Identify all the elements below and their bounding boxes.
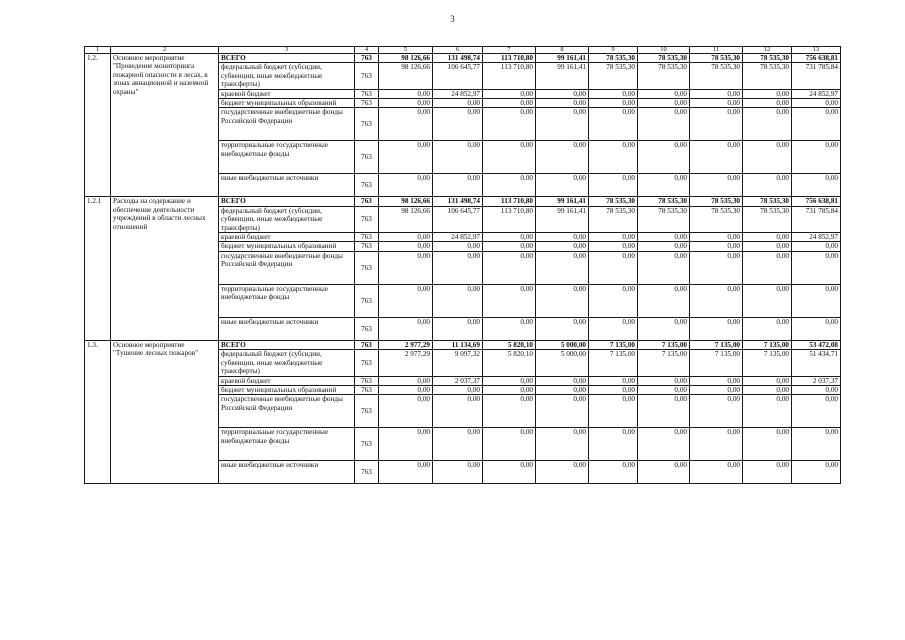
amount-cell: 0,00 xyxy=(638,461,690,484)
amount-cell: 99 161,41 xyxy=(536,54,589,63)
funding-source: иные внебюджетные источники xyxy=(219,461,355,484)
amount-cell: 99 161,41 xyxy=(536,63,589,89)
amount-cell: 0,00 xyxy=(379,317,433,340)
amount-cell: 0,00 xyxy=(589,251,638,284)
amount-cell: 0,00 xyxy=(743,284,792,317)
activity-name: Основное мероприятие "Тушение лесных пожаров" xyxy=(111,340,219,483)
amount-cell: 0,00 xyxy=(638,233,690,242)
amount-cell: 106 645,77 xyxy=(433,206,483,232)
funding-source: федеральный бюджет (субсидии, субвенции, иные межбюджетные трансферты) xyxy=(219,350,355,376)
amount-cell: 0,00 xyxy=(379,284,433,317)
amount-cell: 7 135,00 xyxy=(589,350,638,376)
amount-cell: 0,00 xyxy=(743,251,792,284)
amount-cell: 0,00 xyxy=(638,376,690,385)
activity-name: Расходы на содержание и обеспечение деятельности учреждений в области лесных отношений xyxy=(111,197,219,340)
column-number: 12 xyxy=(743,47,792,54)
amount-cell: 0,00 xyxy=(433,108,483,141)
amount-cell: 0,00 xyxy=(792,395,841,428)
column-number: 13 xyxy=(792,47,841,54)
amount-cell: 0,00 xyxy=(690,242,743,251)
page-number: 3 xyxy=(450,14,455,24)
amount-cell: 7 135,00 xyxy=(743,350,792,376)
admin-code: 763 xyxy=(355,350,379,376)
amount-cell: 0,00 xyxy=(792,141,841,174)
amount-cell: 113 710,80 xyxy=(483,63,536,89)
amount-cell: 0,00 xyxy=(379,99,433,108)
column-number-row xyxy=(85,47,841,54)
amount-cell: 0,00 xyxy=(638,385,690,394)
amount-cell: 113 710,80 xyxy=(483,197,536,206)
table-row xyxy=(85,340,841,349)
amount-cell: 0,00 xyxy=(433,385,483,394)
amount-cell: 0,00 xyxy=(792,428,841,461)
amount-cell: 5 820,10 xyxy=(483,350,536,376)
amount-cell: 0,00 xyxy=(638,395,690,428)
amount-cell: 0,00 xyxy=(589,317,638,340)
amount-cell: 0,00 xyxy=(379,233,433,242)
amount-cell: 0,00 xyxy=(589,395,638,428)
amount-cell: 0,00 xyxy=(690,141,743,174)
amount-cell: 5 000,00 xyxy=(536,340,589,349)
amount-cell: 0,00 xyxy=(379,174,433,197)
amount-cell: 0,00 xyxy=(483,108,536,141)
column-number: 10 xyxy=(638,47,690,54)
funding-source: бюджет муниципальных образований xyxy=(219,242,355,251)
amount-cell: 0,00 xyxy=(536,284,589,317)
admin-code: 763 xyxy=(355,108,379,141)
admin-code: 763 xyxy=(355,63,379,89)
amount-cell: 7 135,00 xyxy=(638,340,690,349)
amount-cell: 0,00 xyxy=(483,89,536,98)
amount-cell: 2 037,37 xyxy=(792,376,841,385)
amount-cell: 78 535,30 xyxy=(743,54,792,63)
amount-cell: 0,00 xyxy=(743,89,792,98)
amount-cell: 98 126,66 xyxy=(379,197,433,206)
amount-cell: 0,00 xyxy=(792,284,841,317)
amount-cell: 0,00 xyxy=(589,174,638,197)
amount-cell: 5 820,10 xyxy=(483,340,536,349)
amount-cell: 0,00 xyxy=(536,376,589,385)
amount-cell: 9 097,32 xyxy=(433,350,483,376)
amount-cell: 78 535,30 xyxy=(690,54,743,63)
amount-cell: 0,00 xyxy=(743,233,792,242)
funding-source: государственные внебюджетные фонды Российской Федерации xyxy=(219,251,355,284)
amount-cell: 0,00 xyxy=(433,174,483,197)
admin-code: 763 xyxy=(355,284,379,317)
funding-source: ВСЕГО xyxy=(219,197,355,206)
table-row xyxy=(85,197,841,206)
admin-code: 763 xyxy=(355,242,379,251)
amount-cell: 0,00 xyxy=(536,385,589,394)
amount-cell: 0,00 xyxy=(743,141,792,174)
amount-cell: 0,00 xyxy=(743,317,792,340)
amount-cell: 0,00 xyxy=(690,428,743,461)
amount-cell: 0,00 xyxy=(483,284,536,317)
amount-cell: 0,00 xyxy=(536,428,589,461)
amount-cell: 2 037,37 xyxy=(433,376,483,385)
funding-source: иные внебюджетные источники xyxy=(219,317,355,340)
admin-code: 763 xyxy=(355,376,379,385)
amount-cell: 0,00 xyxy=(690,251,743,284)
amount-cell: 0,00 xyxy=(690,174,743,197)
amount-cell: 0,00 xyxy=(589,284,638,317)
amount-cell: 0,00 xyxy=(483,376,536,385)
amount-cell: 0,00 xyxy=(483,461,536,484)
amount-cell: 0,00 xyxy=(536,461,589,484)
amount-cell: 0,00 xyxy=(589,233,638,242)
amount-cell: 0,00 xyxy=(589,461,638,484)
admin-code: 763 xyxy=(355,233,379,242)
amount-cell: 0,00 xyxy=(690,233,743,242)
amount-cell: 106 645,77 xyxy=(433,63,483,89)
amount-cell: 78 535,30 xyxy=(589,206,638,232)
amount-cell: 0,00 xyxy=(536,174,589,197)
amount-cell: 131 498,74 xyxy=(433,197,483,206)
amount-cell: 0,00 xyxy=(638,284,690,317)
amount-cell: 78 535,30 xyxy=(589,197,638,206)
amount-cell: 7 135,00 xyxy=(743,340,792,349)
amount-cell: 0,00 xyxy=(379,89,433,98)
amount-cell: 0,00 xyxy=(433,242,483,251)
amount-cell: 0,00 xyxy=(589,376,638,385)
table-body xyxy=(85,54,841,484)
amount-cell: 0,00 xyxy=(536,395,589,428)
amount-cell: 78 535,30 xyxy=(690,206,743,232)
amount-cell: 0,00 xyxy=(792,174,841,197)
amount-cell: 0,00 xyxy=(638,428,690,461)
amount-cell: 51 434,71 xyxy=(792,350,841,376)
amount-cell: 0,00 xyxy=(483,317,536,340)
amount-cell: 24 852,97 xyxy=(433,89,483,98)
amount-cell: 0,00 xyxy=(483,174,536,197)
amount-cell: 0,00 xyxy=(433,395,483,428)
amount-cell: 0,00 xyxy=(433,141,483,174)
amount-cell: 7 135,00 xyxy=(690,340,743,349)
funding-source: федеральный бюджет (субсидии, субвенции, иные межбюджетные трансферты) xyxy=(219,63,355,89)
amount-cell: 0,00 xyxy=(638,317,690,340)
amount-cell: 0,00 xyxy=(743,395,792,428)
admin-code: 763 xyxy=(355,395,379,428)
funding-source: федеральный бюджет (субсидии, субвенции, иные межбюджетные трансферты) xyxy=(219,206,355,232)
table-row xyxy=(85,54,841,63)
amount-cell: 0,00 xyxy=(379,108,433,141)
amount-cell: 78 535,30 xyxy=(638,54,690,63)
amount-cell: 0,00 xyxy=(433,317,483,340)
amount-cell: 0,00 xyxy=(433,99,483,108)
amount-cell: 0,00 xyxy=(379,376,433,385)
amount-cell: 0,00 xyxy=(483,242,536,251)
amount-cell: 53 472,08 xyxy=(792,340,841,349)
amount-cell: 131 498,74 xyxy=(433,54,483,63)
amount-cell: 0,00 xyxy=(536,99,589,108)
amount-cell: 2 977,29 xyxy=(379,340,433,349)
amount-cell: 0,00 xyxy=(743,428,792,461)
amount-cell: 78 535,30 xyxy=(638,206,690,232)
column-number: 6 xyxy=(433,47,483,54)
amount-cell: 0,00 xyxy=(536,251,589,284)
amount-cell: 0,00 xyxy=(690,284,743,317)
admin-code: 763 xyxy=(355,428,379,461)
amount-cell: 113 710,80 xyxy=(483,206,536,232)
column-number: 7 xyxy=(483,47,536,54)
amount-cell: 0,00 xyxy=(690,395,743,428)
admin-code: 763 xyxy=(355,340,379,349)
amount-cell: 78 535,30 xyxy=(743,206,792,232)
admin-code: 763 xyxy=(355,99,379,108)
amount-cell: 0,00 xyxy=(483,395,536,428)
funding-source: иные внебюджетные источники xyxy=(219,174,355,197)
amount-cell: 0,00 xyxy=(433,251,483,284)
amount-cell: 0,00 xyxy=(483,428,536,461)
funding-source: территориальные государственные внебюджетные фонды xyxy=(219,428,355,461)
amount-cell: 0,00 xyxy=(589,99,638,108)
funding-source: ВСЕГО xyxy=(219,54,355,63)
funding-source: территориальные государственные внебюджетные фонды xyxy=(219,284,355,317)
amount-cell: 0,00 xyxy=(792,461,841,484)
amount-cell: 0,00 xyxy=(433,461,483,484)
amount-cell: 0,00 xyxy=(536,141,589,174)
budget-table xyxy=(84,46,841,484)
amount-cell: 0,00 xyxy=(690,89,743,98)
amount-cell: 0,00 xyxy=(589,385,638,394)
amount-cell: 11 134,69 xyxy=(433,340,483,349)
amount-cell: 0,00 xyxy=(379,242,433,251)
amount-cell: 0,00 xyxy=(589,428,638,461)
column-number: 4 xyxy=(355,47,379,54)
amount-cell: 7 135,00 xyxy=(589,340,638,349)
amount-cell: 0,00 xyxy=(792,317,841,340)
amount-cell: 731 785,84 xyxy=(792,63,841,89)
amount-cell: 78 535,30 xyxy=(743,63,792,89)
amount-cell: 0,00 xyxy=(379,461,433,484)
column-number: 1 xyxy=(85,47,111,54)
amount-cell: 0,00 xyxy=(638,141,690,174)
amount-cell: 0,00 xyxy=(483,141,536,174)
amount-cell: 78 535,30 xyxy=(638,63,690,89)
amount-cell: 0,00 xyxy=(483,385,536,394)
amount-cell: 0,00 xyxy=(743,461,792,484)
column-number: 2 xyxy=(111,47,219,54)
amount-cell: 0,00 xyxy=(536,108,589,141)
amount-cell: 0,00 xyxy=(743,99,792,108)
amount-cell: 0,00 xyxy=(379,428,433,461)
amount-cell: 0,00 xyxy=(536,242,589,251)
amount-cell: 113 710,80 xyxy=(483,54,536,63)
admin-code: 763 xyxy=(355,197,379,206)
admin-code: 763 xyxy=(355,317,379,340)
amount-cell: 0,00 xyxy=(379,141,433,174)
amount-cell: 0,00 xyxy=(690,99,743,108)
amount-cell: 24 852,97 xyxy=(792,89,841,98)
amount-cell: 0,00 xyxy=(743,385,792,394)
admin-code: 763 xyxy=(355,89,379,98)
item-index: 1.2.1 xyxy=(85,197,111,340)
amount-cell: 2 977,29 xyxy=(379,350,433,376)
amount-cell: 0,00 xyxy=(792,108,841,141)
amount-cell: 0,00 xyxy=(743,376,792,385)
amount-cell: 24 852,97 xyxy=(433,233,483,242)
amount-cell: 78 535,30 xyxy=(589,54,638,63)
amount-cell: 0,00 xyxy=(690,385,743,394)
funding-source: территориальные государственные внебюджетные фонды xyxy=(219,141,355,174)
amount-cell: 731 785,84 xyxy=(792,206,841,232)
amount-cell: 0,00 xyxy=(589,242,638,251)
amount-cell: 7 135,00 xyxy=(638,350,690,376)
admin-code: 763 xyxy=(355,251,379,284)
admin-code: 763 xyxy=(355,385,379,394)
admin-code: 763 xyxy=(355,54,379,63)
amount-cell: 0,00 xyxy=(638,108,690,141)
column-number: 9 xyxy=(589,47,638,54)
column-number: 3 xyxy=(219,47,355,54)
amount-cell: 0,00 xyxy=(536,317,589,340)
column-number: 8 xyxy=(536,47,589,54)
amount-cell: 99 161,41 xyxy=(536,206,589,232)
amount-cell: 0,00 xyxy=(536,233,589,242)
amount-cell: 0,00 xyxy=(483,99,536,108)
amount-cell: 0,00 xyxy=(589,141,638,174)
amount-cell: 0,00 xyxy=(743,174,792,197)
amount-cell: 0,00 xyxy=(743,242,792,251)
amount-cell: 0,00 xyxy=(433,428,483,461)
amount-cell: 0,00 xyxy=(792,99,841,108)
amount-cell: 78 535,30 xyxy=(690,197,743,206)
funding-source: ВСЕГО xyxy=(219,340,355,349)
amount-cell: 98 126,66 xyxy=(379,206,433,232)
amount-cell: 78 535,30 xyxy=(589,63,638,89)
amount-cell: 756 638,81 xyxy=(792,54,841,63)
amount-cell: 0,00 xyxy=(536,89,589,98)
amount-cell: 0,00 xyxy=(690,461,743,484)
amount-cell: 0,00 xyxy=(690,317,743,340)
amount-cell: 0,00 xyxy=(379,251,433,284)
amount-cell: 98 126,66 xyxy=(379,63,433,89)
amount-cell: 0,00 xyxy=(792,251,841,284)
amount-cell: 0,00 xyxy=(589,89,638,98)
admin-code: 763 xyxy=(355,461,379,484)
amount-cell: 0,00 xyxy=(589,108,638,141)
amount-cell: 0,00 xyxy=(792,242,841,251)
amount-cell: 0,00 xyxy=(690,108,743,141)
amount-cell: 7 135,00 xyxy=(690,350,743,376)
amount-cell: 0,00 xyxy=(690,376,743,385)
amount-cell: 0,00 xyxy=(379,385,433,394)
amount-cell: 78 535,30 xyxy=(743,197,792,206)
funding-source: краевой бюджет xyxy=(219,376,355,385)
admin-code: 763 xyxy=(355,174,379,197)
admin-code: 763 xyxy=(355,141,379,174)
amount-cell: 98 126,66 xyxy=(379,54,433,63)
amount-cell: 0,00 xyxy=(638,242,690,251)
funding-source: бюджет муниципальных образований xyxy=(219,99,355,108)
amount-cell: 0,00 xyxy=(638,99,690,108)
amount-cell: 0,00 xyxy=(638,89,690,98)
funding-source: бюджет муниципальных образований xyxy=(219,385,355,394)
amount-cell: 0,00 xyxy=(743,108,792,141)
amount-cell: 0,00 xyxy=(379,395,433,428)
amount-cell: 78 535,30 xyxy=(690,63,743,89)
item-index: 1.2. xyxy=(85,54,111,197)
amount-cell: 756 638,81 xyxy=(792,197,841,206)
item-index: 1.3. xyxy=(85,340,111,483)
column-number: 5 xyxy=(379,47,433,54)
amount-cell: 24 852,97 xyxy=(792,233,841,242)
funding-source: государственные внебюджетные фонды Российской Федерации xyxy=(219,108,355,141)
column-number: 11 xyxy=(690,47,743,54)
amount-cell: 78 535,30 xyxy=(638,197,690,206)
amount-cell: 0,00 xyxy=(638,174,690,197)
amount-cell: 0,00 xyxy=(483,251,536,284)
amount-cell: 0,00 xyxy=(792,385,841,394)
admin-code: 763 xyxy=(355,206,379,232)
amount-cell: 0,00 xyxy=(433,284,483,317)
funding-source: государственные внебюджетные фонды Российской Федерации xyxy=(219,395,355,428)
funding-source: краевой бюджет xyxy=(219,233,355,242)
amount-cell: 5 000,00 xyxy=(536,350,589,376)
funding-source: краевой бюджет xyxy=(219,89,355,98)
amount-cell: 0,00 xyxy=(638,251,690,284)
activity-name: Основное мероприятие "Проведение мониторинга пожарной опасности в лесах, в зонах авиационной и наземной охраны" xyxy=(111,54,219,197)
amount-cell: 0,00 xyxy=(483,233,536,242)
amount-cell: 99 161,41 xyxy=(536,197,589,206)
